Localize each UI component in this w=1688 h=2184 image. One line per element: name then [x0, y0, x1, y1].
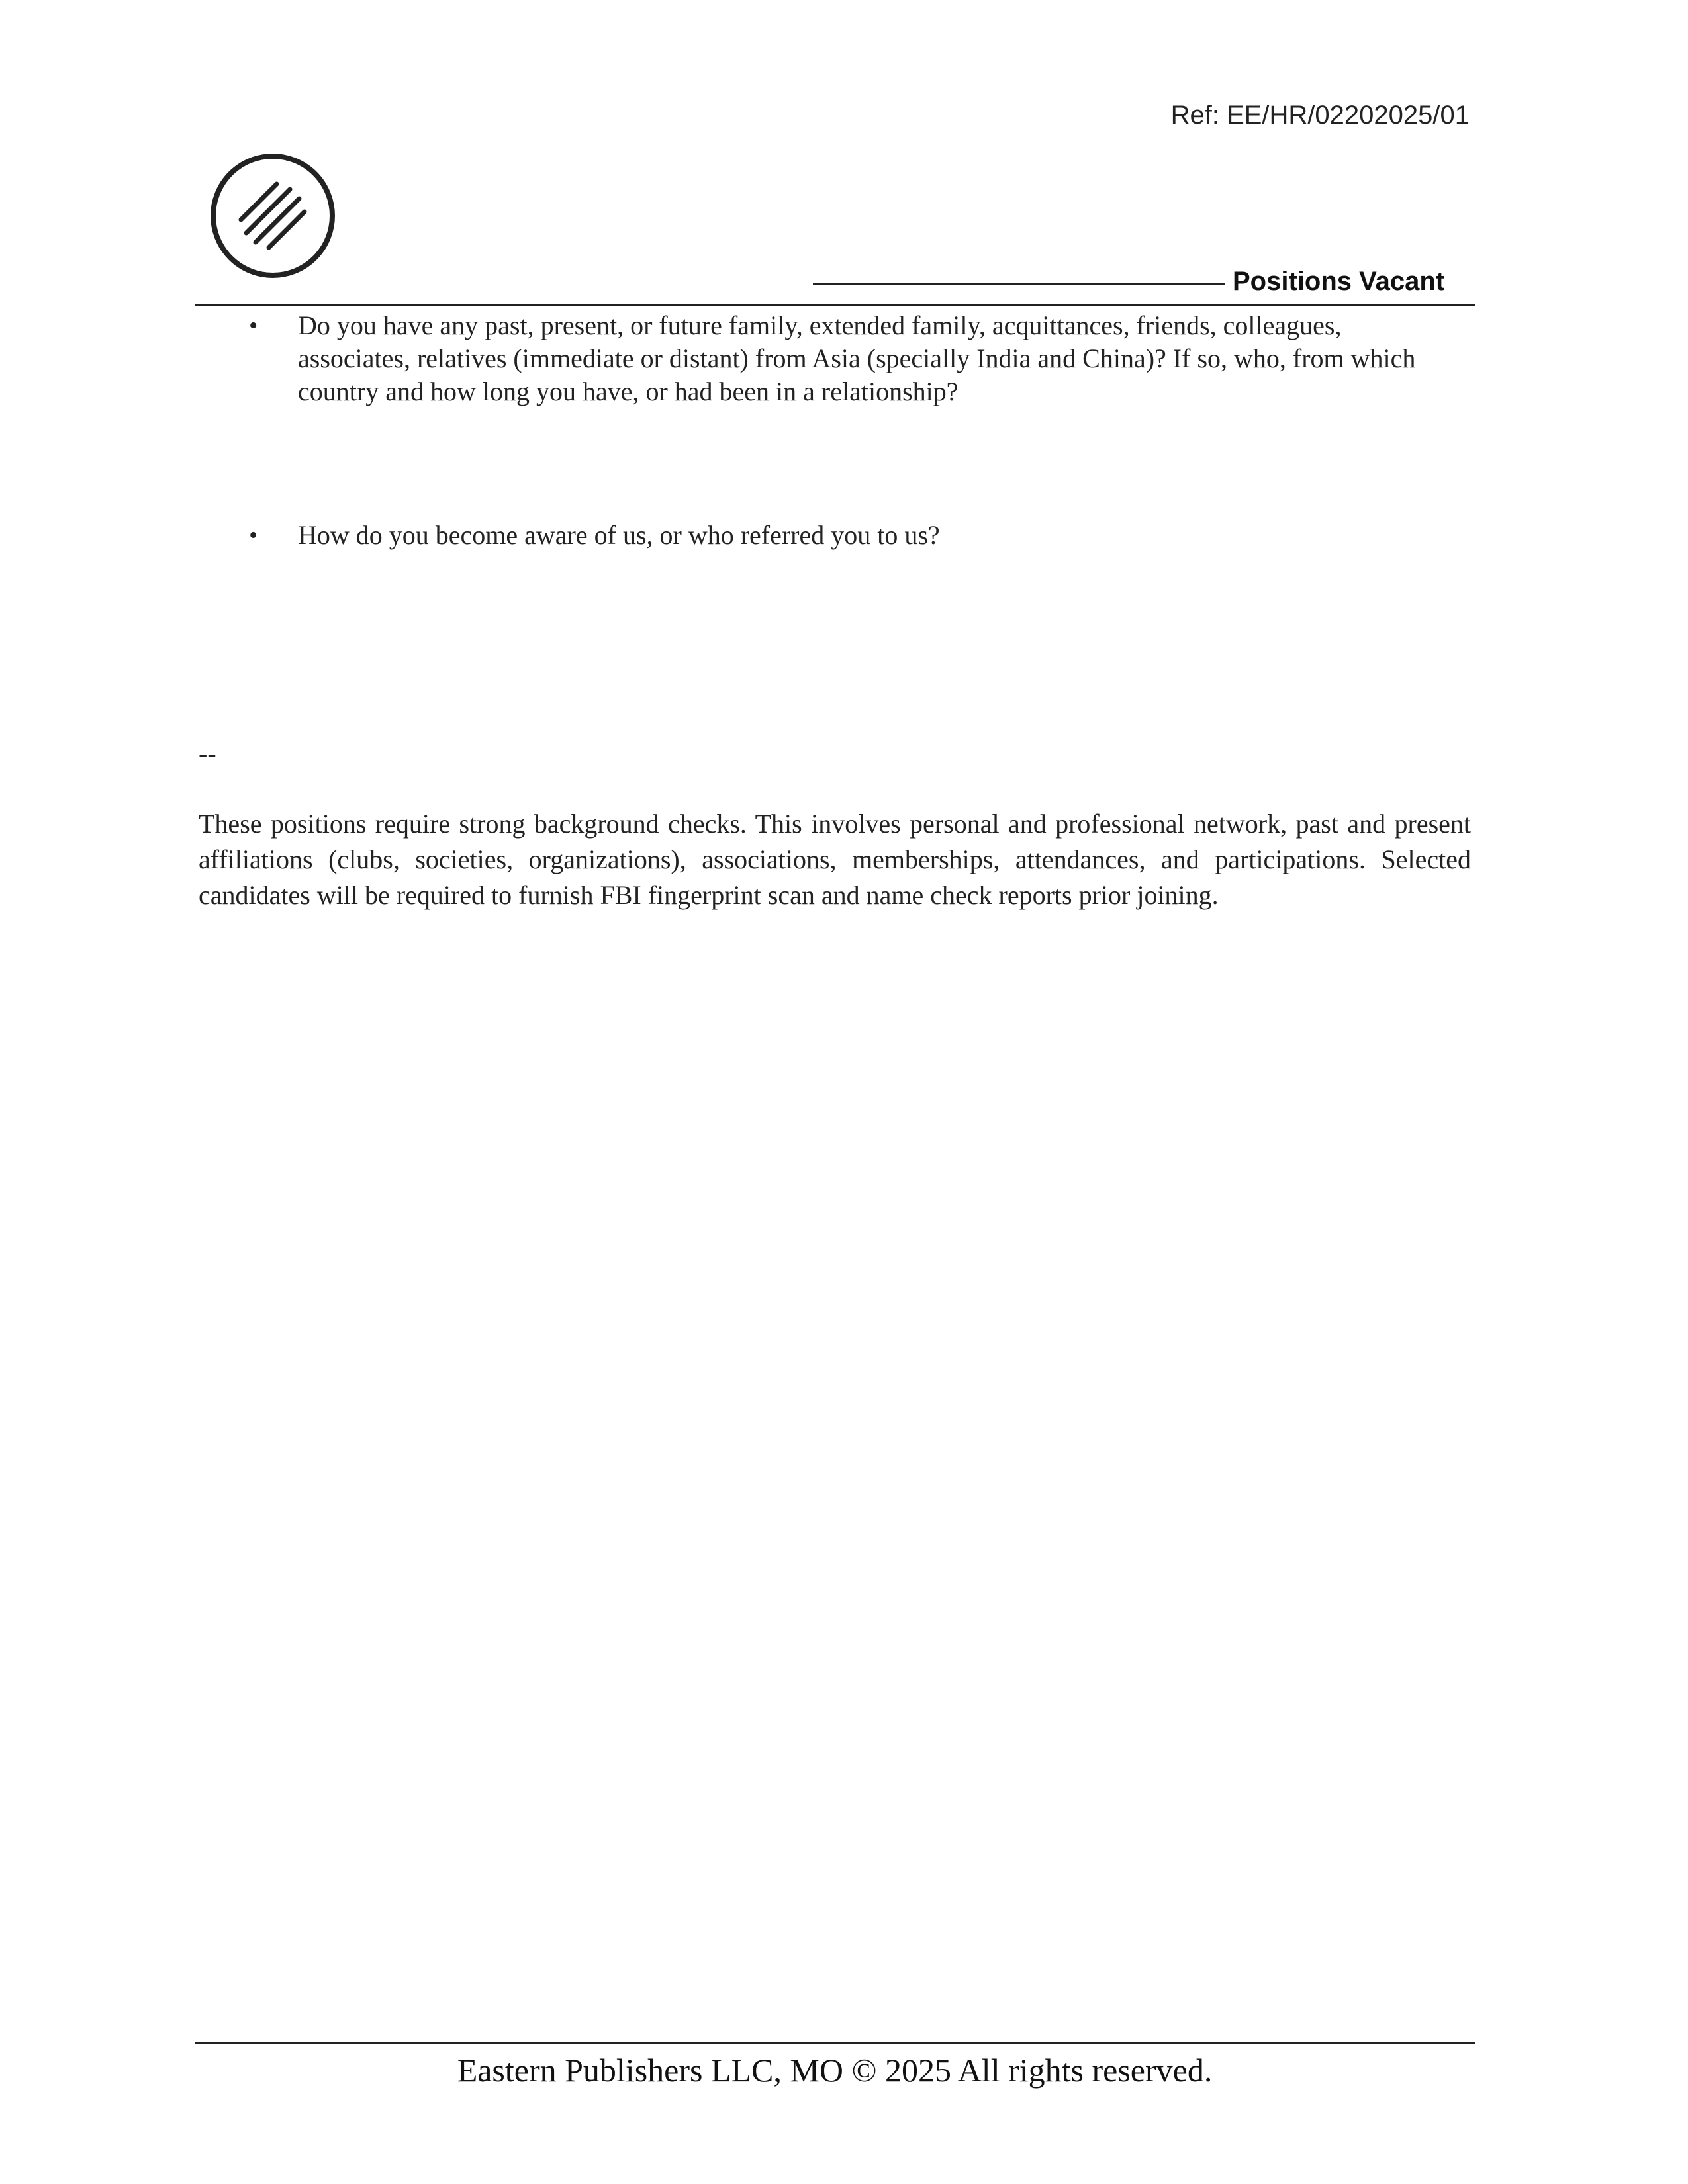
question-text: Do you have any past, present, or future family, extended family, acquittances, friends, colleagues, associates, relatives (immediate or distant) from Asia (specially India and China)? If so, who, from which country and how long you have, or had been in a relationship?	[298, 310, 1416, 406]
hatched-circle-icon	[208, 151, 338, 281]
footer-copyright: Eastern Publishers LLC, MO © 2025 All rights reserved.	[457, 2052, 1213, 2089]
bullet-icon: •	[249, 522, 258, 549]
footer-divider	[195, 2042, 1475, 2044]
separator: --	[199, 739, 216, 768]
bullet-icon: •	[249, 312, 258, 340]
question-item	[249, 309, 1444, 408]
section-title-rule	[813, 283, 1225, 285]
background-check-notice: These positions require strong background checks. This involves personal and professional network, past and present affiliations (clubs, societies, organizations), associations, memberships, attendances, and participations. Selected candidates will be required to furnish FBI fingerprint scan and name check reports prior joining.	[199, 809, 1471, 910]
question-text: How do you become aware of us, or who referred you to us?	[298, 520, 940, 550]
header-divider	[195, 304, 1475, 306]
question-item	[249, 519, 1444, 552]
reference-number: Ref: EE/HR/02202025/01	[1170, 101, 1470, 130]
section-title: Positions Vacant	[1233, 267, 1445, 296]
